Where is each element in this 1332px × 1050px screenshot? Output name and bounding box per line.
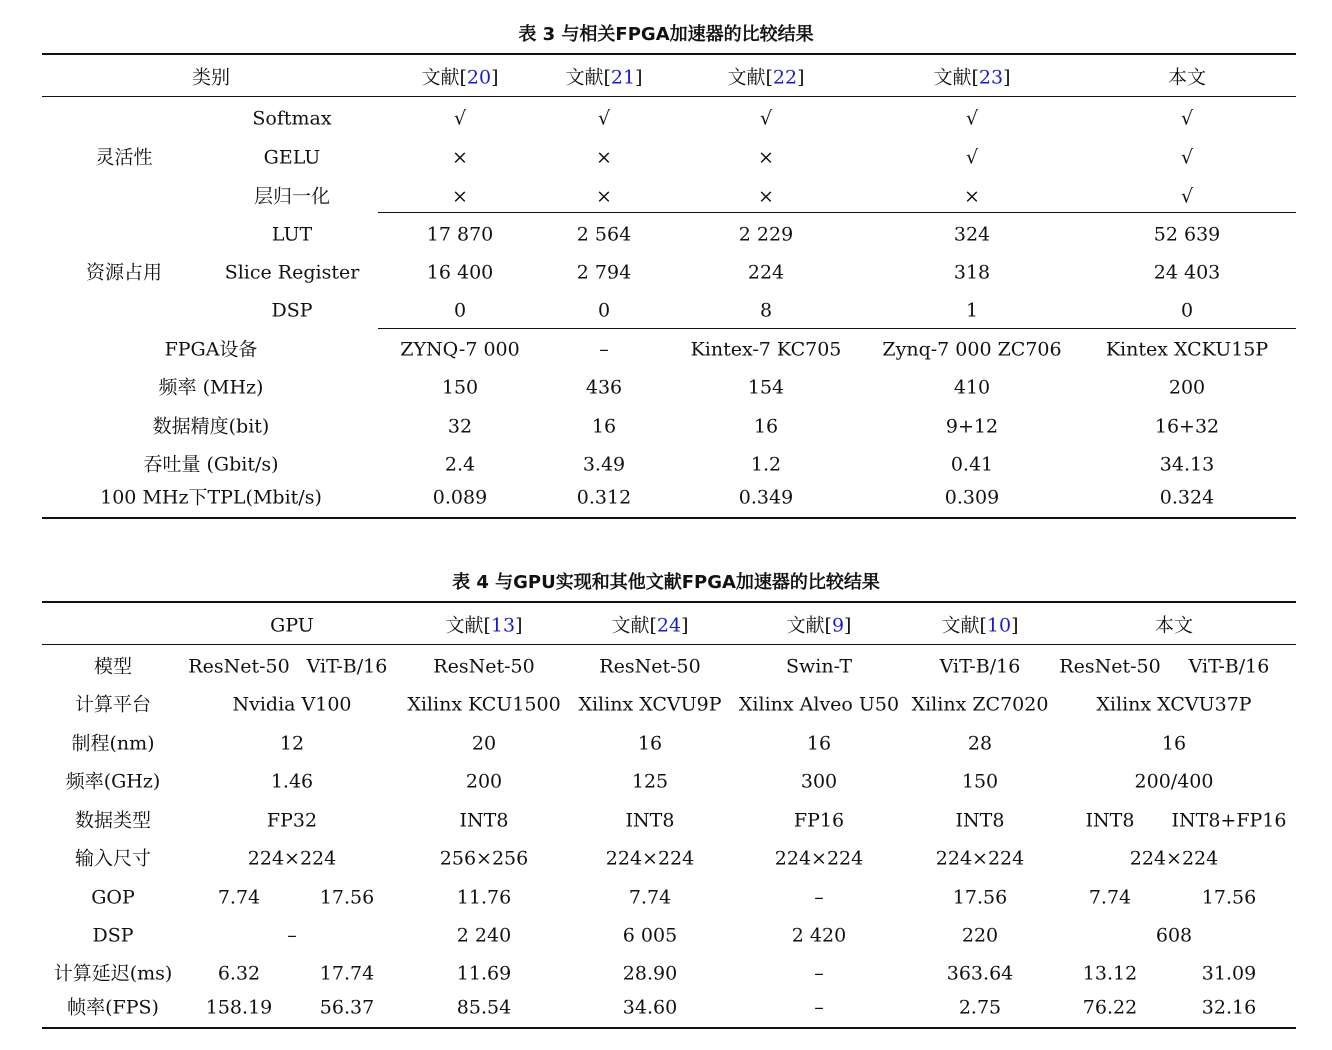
table3-cell: × xyxy=(758,185,774,208)
table3-top-rule xyxy=(42,53,1296,55)
table3-cell: × xyxy=(758,146,774,169)
table3-row-label: 频率 (MHz) xyxy=(158,376,264,399)
header-prefix: 文献[ xyxy=(786,614,832,637)
table3-bottom-rule xyxy=(42,517,1296,519)
table3-cell: 16 400 xyxy=(426,261,494,284)
table4-cell: – xyxy=(814,962,824,985)
table4-bottom-rule xyxy=(42,1027,1296,1029)
header-suffix: ] xyxy=(515,614,523,637)
table4-row-label: 计算延迟(ms) xyxy=(53,962,173,985)
table3-cell: 154 xyxy=(747,376,785,399)
table3-cell: 324 xyxy=(953,223,991,246)
table4-cell: 363.64 xyxy=(946,962,1014,985)
table4-cell: Xilinx XCVU9P xyxy=(578,693,722,716)
table3-cell: 200 xyxy=(1168,376,1206,399)
table3-resources-rule xyxy=(378,328,1296,329)
table4-cell: 17.56 xyxy=(319,886,375,909)
reference-link[interactable]: 22 xyxy=(772,66,798,89)
table4-row-label: 数据类型 xyxy=(74,809,152,832)
table4-cell: 28.90 xyxy=(622,962,678,985)
table4-cell: 220 xyxy=(961,924,999,947)
table4-cell: INT8+FP16 xyxy=(1171,809,1287,832)
table4-cell: Xilinx ZC7020 xyxy=(911,693,1049,716)
header-suffix: ] xyxy=(844,614,852,637)
table4-header-col xyxy=(941,614,1019,637)
table3-cell: Kintex XCKU15P xyxy=(1105,338,1269,361)
table4-row-label: GOP xyxy=(91,886,135,909)
table4-cell: 224×224 xyxy=(935,847,1025,870)
table4-cell: 28 xyxy=(967,732,993,755)
table3-row-label: LUT xyxy=(271,223,313,246)
table4-header-col xyxy=(786,614,852,637)
table3-cell: √ xyxy=(1180,107,1194,130)
reference-link[interactable]: 9 xyxy=(831,614,845,637)
header-prefix: 文献[ xyxy=(941,614,987,637)
table3-cell: 0 xyxy=(1180,299,1194,322)
table3-row-label: Slice Register xyxy=(224,261,360,284)
table3-cell: 17 870 xyxy=(426,223,494,246)
table4-cell: FP16 xyxy=(793,809,845,832)
table3-cell: 16 xyxy=(753,415,779,438)
table4-cell: INT8 xyxy=(459,809,509,832)
table4-cell: 85.54 xyxy=(456,996,512,1019)
table4-cell: 2 240 xyxy=(456,924,512,947)
reference-link[interactable]: 13 xyxy=(490,614,516,637)
table3-row-label: FPGA设备 xyxy=(164,338,258,361)
table4-row-label: 制程(nm) xyxy=(71,732,155,755)
table3-cell: √ xyxy=(759,107,773,130)
table4-cell: 16 xyxy=(1161,732,1187,755)
table4-header-col: 本文 xyxy=(1154,614,1194,637)
table3-row-label: 100 MHz下TPL(Mbit/s) xyxy=(100,486,322,509)
table4-cell: 7.74 xyxy=(628,886,672,909)
table3-header-rule xyxy=(42,96,1296,97)
table4-header-col: GPU xyxy=(270,614,314,637)
table3-row-label: 数据精度(bit) xyxy=(152,415,270,438)
table3-cell: 2 229 xyxy=(738,223,794,246)
table4-cell: ResNet-50 xyxy=(1059,655,1161,678)
header-prefix: 文献[ xyxy=(727,66,773,89)
reference-link[interactable]: 10 xyxy=(986,614,1012,637)
table4-cell: 17.56 xyxy=(952,886,1008,909)
table4-cell: 224×224 xyxy=(247,847,337,870)
table4-cell: 11.69 xyxy=(456,962,512,985)
table4-cell: 200/400 xyxy=(1134,770,1214,793)
table4-cell: FP32 xyxy=(266,809,318,832)
table3-cell: 224 xyxy=(747,261,785,284)
reference-link[interactable]: 23 xyxy=(978,66,1004,89)
table4-cell: – xyxy=(814,886,824,909)
table4-cell: 2.75 xyxy=(958,996,1002,1019)
table4-cell: ViT-B/16 xyxy=(1188,655,1270,678)
table3-cell: 32 xyxy=(447,415,473,438)
table4-cell: 11.76 xyxy=(456,886,512,909)
table3-cell: 0.349 xyxy=(738,486,794,509)
header-prefix: 文献[ xyxy=(933,66,979,89)
table4-cell: – xyxy=(287,924,297,947)
table3-cell: √ xyxy=(965,146,979,169)
table3-cell: 0.324 xyxy=(1159,486,1215,509)
table3-cell: 410 xyxy=(953,376,991,399)
table4-cell: 13.12 xyxy=(1082,962,1138,985)
reference-link[interactable]: 24 xyxy=(656,614,682,637)
table3-cell: 0.309 xyxy=(944,486,1000,509)
table3-row-label: 层归一化 xyxy=(253,185,331,208)
table3-cell: 1.2 xyxy=(750,453,782,476)
table4-cell: 17.56 xyxy=(1201,886,1257,909)
table4-cell: ViT-B/16 xyxy=(306,655,388,678)
table3-cell: 8 xyxy=(759,299,773,322)
header-prefix: 文献[ xyxy=(565,66,611,89)
table4-cell: Xilinx KCU1500 xyxy=(407,693,561,716)
table4-cell: 34.60 xyxy=(622,996,678,1019)
table3-cell: 0 xyxy=(597,299,611,322)
header-prefix: 文献[ xyxy=(611,614,657,637)
table3-cell: 150 xyxy=(441,376,479,399)
table3-cell: 1 xyxy=(965,299,979,322)
table3-cell: √ xyxy=(453,107,467,130)
table4-header-col xyxy=(445,614,523,637)
table4-cell: 608 xyxy=(1155,924,1193,947)
table3-cell: √ xyxy=(597,107,611,130)
table3-cell: 16+32 xyxy=(1154,415,1220,438)
table3-flexibility-rule xyxy=(378,212,1296,213)
header-suffix: ] xyxy=(1011,614,1019,637)
table4-cell: INT8 xyxy=(1085,809,1135,832)
table4-cell: 7.74 xyxy=(217,886,261,909)
table3-caption: 表 3 与相关FPGA加速器的比较结果 xyxy=(518,24,814,45)
table4-cell: 150 xyxy=(961,770,999,793)
header-suffix: ] xyxy=(1003,66,1011,89)
table4-cell: Nvidia V100 xyxy=(232,693,352,716)
table3-row-label: Softmax xyxy=(252,107,332,130)
table4-cell: 31.09 xyxy=(1201,962,1257,985)
table3-cell: 9+12 xyxy=(945,415,999,438)
table3-cell: × xyxy=(596,185,612,208)
table4-cell: 300 xyxy=(800,770,838,793)
table4-cell: 200 xyxy=(465,770,503,793)
table3-cell: 16 xyxy=(591,415,617,438)
header-prefix: 文献[ xyxy=(445,614,491,637)
table3-cell: × xyxy=(596,146,612,169)
table4-row-label: 频率(GHz) xyxy=(65,770,161,793)
table3-cell: × xyxy=(452,185,468,208)
table4-header-rule xyxy=(42,644,1296,645)
table4-cell: 20 xyxy=(471,732,497,755)
table3-cell: Zynq-7 000 ZC706 xyxy=(882,338,1062,361)
table3-cell: 0 xyxy=(453,299,467,322)
table3-row-label: DSP xyxy=(271,299,313,322)
table4-cell: 224×224 xyxy=(1129,847,1219,870)
table3-cell: 2 564 xyxy=(576,223,632,246)
table3-group-flexibility: 灵活性 xyxy=(95,146,153,169)
table3-cell: ZYNQ-7 000 xyxy=(400,338,520,361)
table3-row-label: GELU xyxy=(263,146,321,169)
table3-header-col xyxy=(727,66,805,89)
table3-header-col xyxy=(421,66,499,89)
table3-cell: 318 xyxy=(953,261,991,284)
table4-cell: 224×224 xyxy=(774,847,864,870)
header-prefix: 文献[ xyxy=(421,66,467,89)
table4-caption: 表 4 与GPU实现和其他文献FPGA加速器的比较结果 xyxy=(452,572,880,593)
table3-header-col: 本文 xyxy=(1167,66,1207,89)
table4-cell: INT8 xyxy=(625,809,675,832)
table3-cell: 2 794 xyxy=(576,261,632,284)
table4-cell: 7.74 xyxy=(1088,886,1132,909)
table4-header-col xyxy=(611,614,689,637)
table3-cell: √ xyxy=(965,107,979,130)
table4-top-rule xyxy=(42,601,1296,603)
table4-cell: 2 420 xyxy=(791,924,847,947)
table4-cell: 1.46 xyxy=(270,770,314,793)
header-suffix: ] xyxy=(797,66,805,89)
table4-cell: 16 xyxy=(637,732,663,755)
header-suffix: ] xyxy=(491,66,499,89)
table3-group-resources: 资源占用 xyxy=(85,261,163,284)
table4-cell: Xilinx Alveo U50 xyxy=(738,693,900,716)
table3-cell: – xyxy=(599,338,609,361)
table3-cell: 2.4 xyxy=(444,453,476,476)
table3-cell: × xyxy=(964,185,980,208)
table3-cell: 0.089 xyxy=(432,486,488,509)
table3-cell: √ xyxy=(1180,185,1194,208)
table3-header-col xyxy=(565,66,643,89)
table4-cell: ResNet-50 xyxy=(433,655,535,678)
table4-row-label: 模型 xyxy=(93,655,133,678)
table3-cell: 3.49 xyxy=(582,453,626,476)
table4-row-label: 帧率(FPS) xyxy=(67,996,159,1019)
table4-cell: – xyxy=(814,996,824,1019)
table4-cell: 158.19 xyxy=(205,996,273,1019)
table4-cell: Swin-T xyxy=(785,655,853,678)
table4-cell: 76.22 xyxy=(1082,996,1138,1019)
table4-cell: 6.32 xyxy=(217,962,261,985)
header-suffix: ] xyxy=(635,66,643,89)
reference-link[interactable]: 21 xyxy=(610,66,636,89)
table3-row-label: 吞吐量 (Gbit/s) xyxy=(143,453,279,476)
table4-cell: 32.16 xyxy=(1201,996,1257,1019)
table4-cell: 17.74 xyxy=(319,962,375,985)
table4-cell: ResNet-50 xyxy=(599,655,701,678)
table4-cell: INT8 xyxy=(955,809,1005,832)
table3-cell: 0.312 xyxy=(576,486,632,509)
reference-link[interactable]: 20 xyxy=(466,66,492,89)
table4-row-label: DSP xyxy=(92,924,134,947)
table4-row-label: 计算平台 xyxy=(74,693,152,716)
table3-header-category: 类别 xyxy=(191,66,231,89)
table4-cell: 125 xyxy=(631,770,669,793)
table3-cell: × xyxy=(452,146,468,169)
table4-cell: 56.37 xyxy=(319,996,375,1019)
table4-cell: Xilinx XCVU37P xyxy=(1096,693,1252,716)
table4-cell: 16 xyxy=(806,732,832,755)
table3-cell: 34.13 xyxy=(1159,453,1215,476)
table3-cell: 0.41 xyxy=(950,453,994,476)
table3-cell: Kintex-7 KC705 xyxy=(690,338,842,361)
table3-cell: 52 639 xyxy=(1153,223,1221,246)
table4-cell: 6 005 xyxy=(622,924,678,947)
table4-cell: 12 xyxy=(279,732,305,755)
table4-cell: 256×256 xyxy=(439,847,529,870)
table4-cell: 224×224 xyxy=(605,847,695,870)
header-suffix: ] xyxy=(681,614,689,637)
table4-row-label: 输入尺寸 xyxy=(74,847,152,870)
table3-cell: 24 403 xyxy=(1153,261,1221,284)
table3-header-col xyxy=(933,66,1011,89)
table4-cell: ResNet-50 xyxy=(188,655,290,678)
table4-cell: ViT-B/16 xyxy=(939,655,1021,678)
table3-cell: √ xyxy=(1180,146,1194,169)
table3-cell: 436 xyxy=(585,376,623,399)
